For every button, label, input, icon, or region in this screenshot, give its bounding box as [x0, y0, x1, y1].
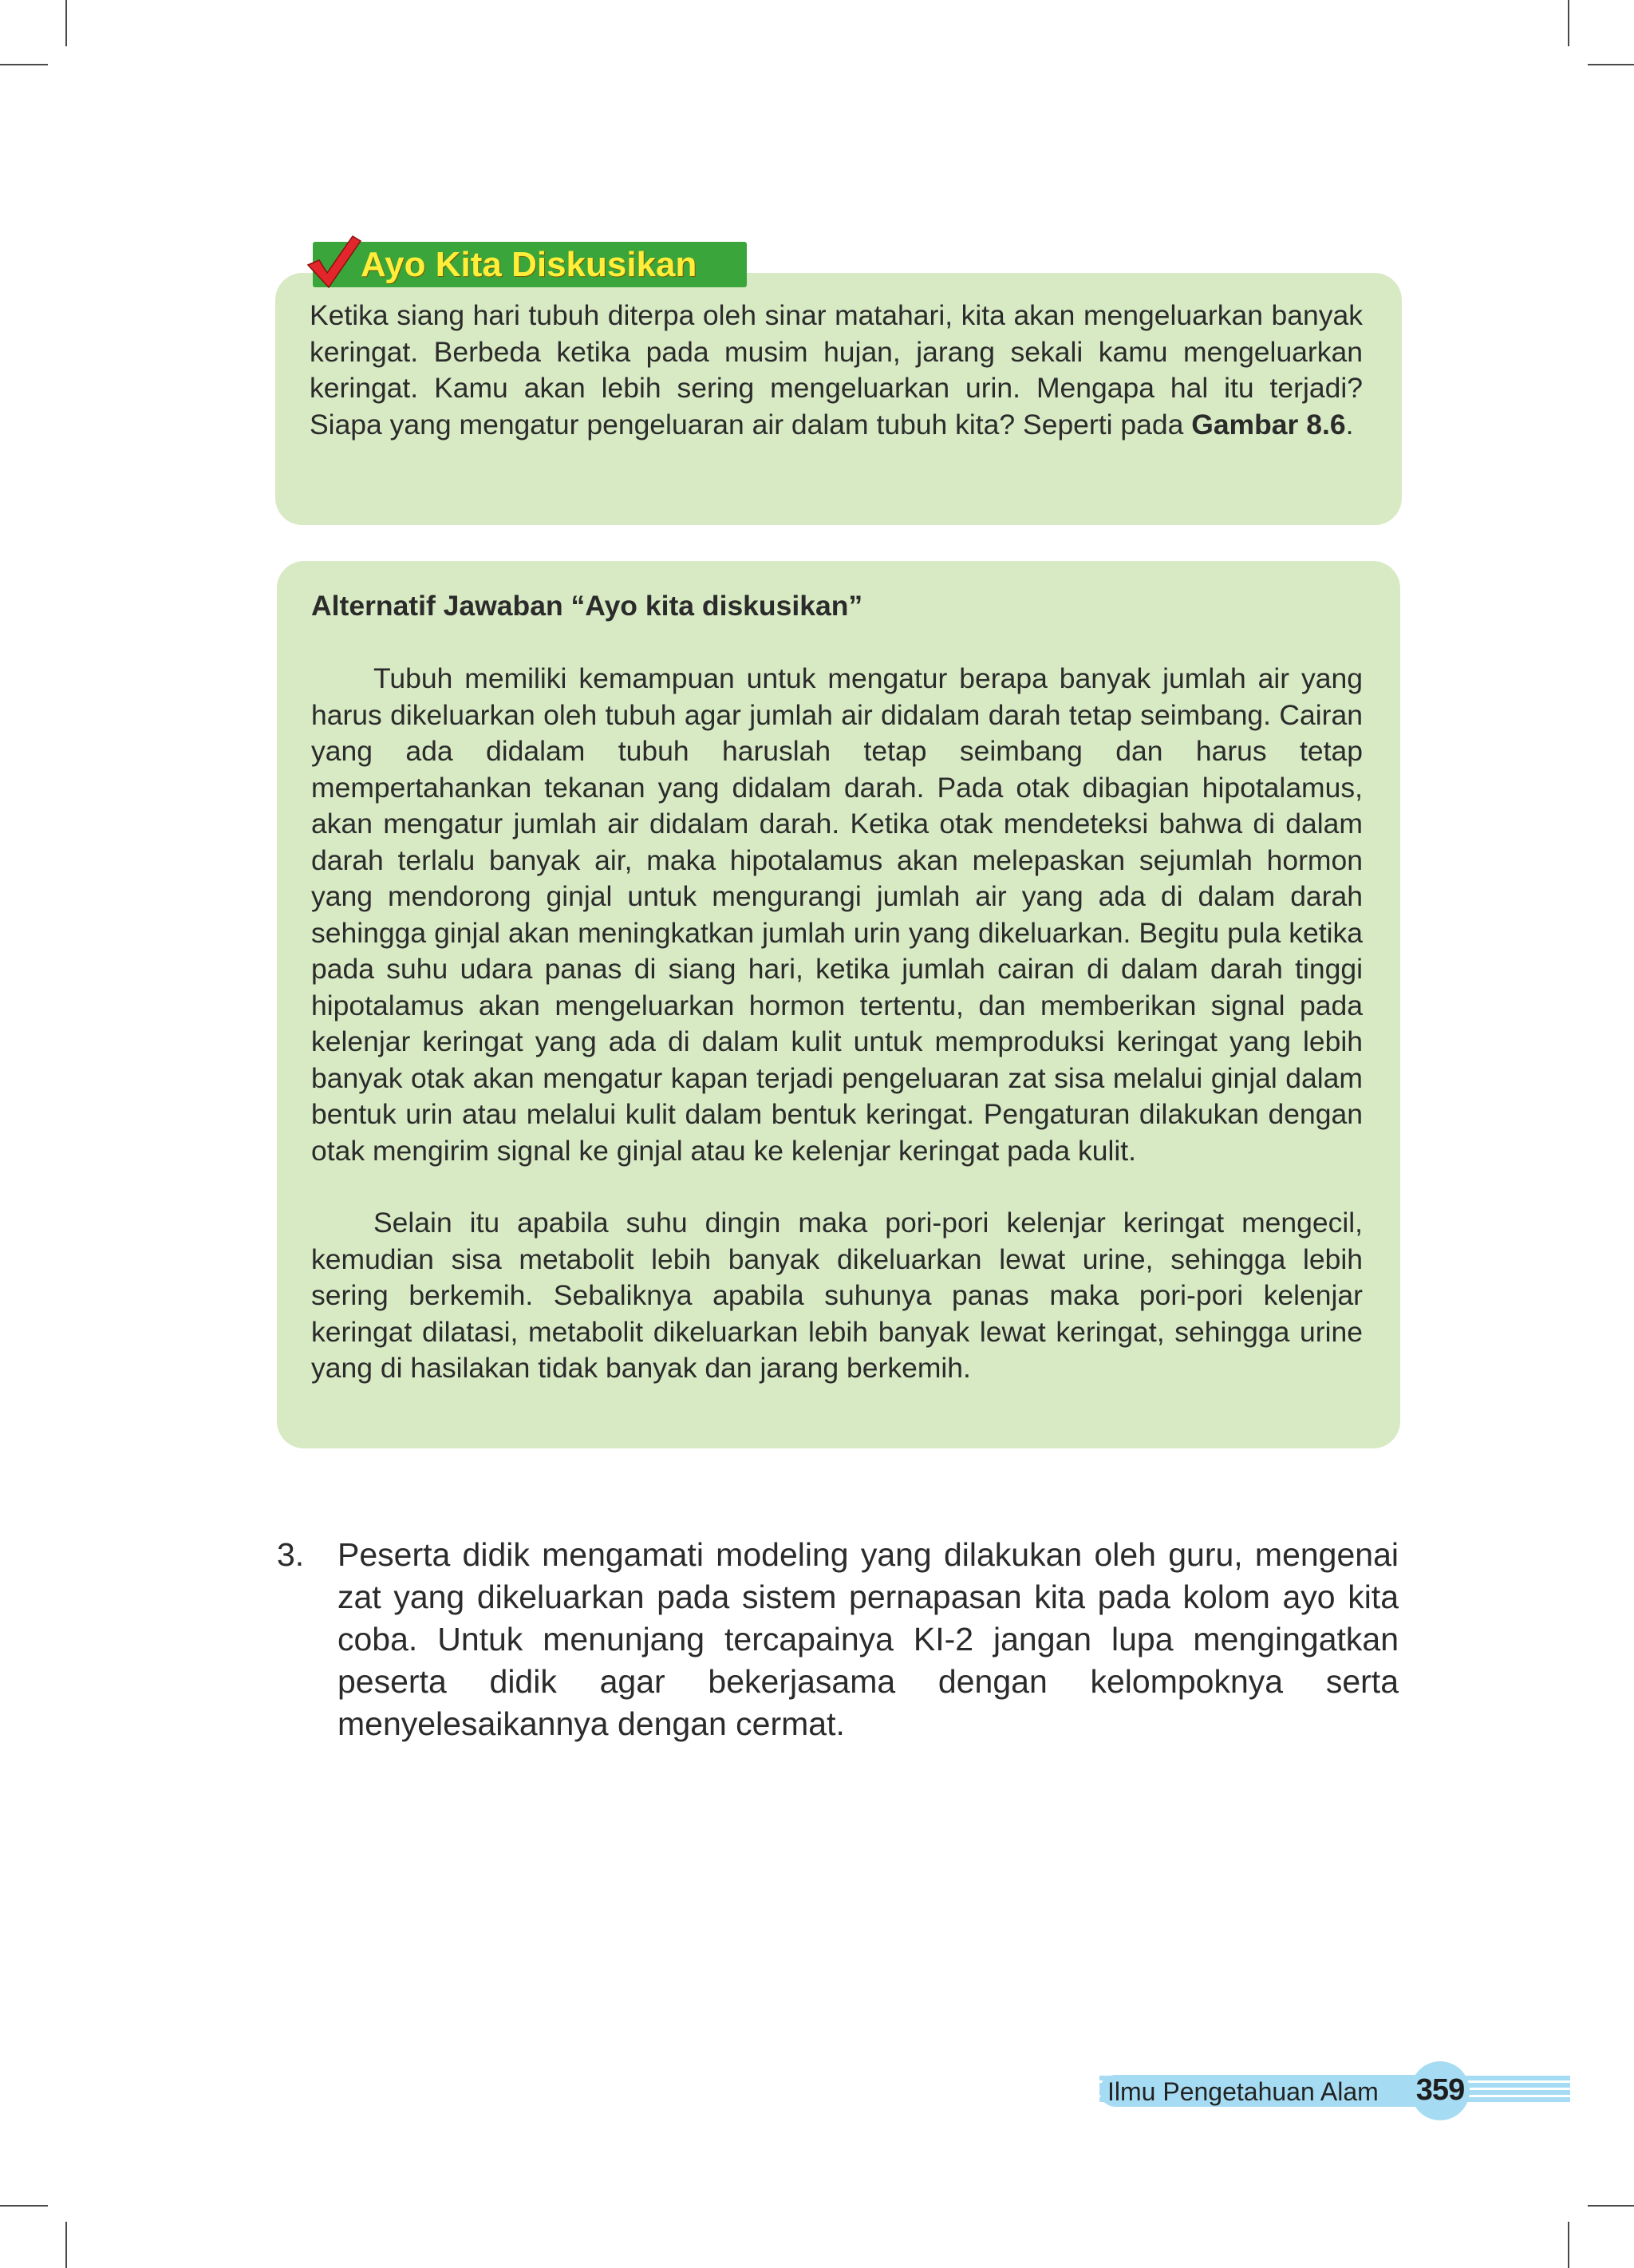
- figure-reference: Gambar 8.6: [1191, 408, 1346, 441]
- crop-mark: [1568, 0, 1569, 46]
- crop-mark: [65, 2222, 67, 2268]
- crop-mark: [1588, 2205, 1634, 2207]
- list-item-number: 3.: [277, 1536, 305, 1573]
- discussion-text-body: Ketika siang hari tubuh diterpa oleh sinar matahari, kita akan mengeluarkan banyak keringat. Berbeda ketika pada musim hujan, jarang sekali kamu mengeluarkan keringat. Kamu akan lebih sering mengeluarkan urin. Mengapa hal itu terjadi? Siapa yang mengatur pengeluaran air dalam tubuh kita? Seperti pada: [310, 299, 1363, 441]
- answer-heading: Alternatif Jawaban “Ayo kita diskusikan”: [311, 590, 863, 622]
- discussion-title: Ayo Kita Diskusikan: [361, 245, 697, 284]
- footer-subject: Ilmu Pengetahuan Alam: [1107, 2077, 1379, 2106]
- checkmark-icon: [305, 233, 362, 290]
- crop-mark: [0, 2205, 48, 2207]
- discussion-text: [310, 298, 1363, 443]
- crop-mark: [1588, 64, 1634, 65]
- footer-subject-label: [1099, 2075, 1435, 2107]
- answer-paragraph: Tubuh memiliki kemampuan untuk mengatur berapa banyak jumlah air yang harus dikeluarkan oleh tubuh agar jumlah air didalam darah tetap seimbang. Cairan yang ada didalam tubuh haruslah tetap seimbang dan harus tetap mempertahankan tekanan yang didalam darah. Pada otak dibagian hipotalamus, akan mengatur jumlah air didalam darah. Ketika otak mendeteksi bahwa di dalam darah terlalu banyak air, maka hipotalamus akan melepaskan sejumlah hormon yang mendorong ginjal untuk mengurangi jumlah air yang ada di dalam darah sehingga ginjal akan meningkatkan jumlah urin yang dikeluarkan. Begitu pula ketika pada suhu udara panas di siang hari, ketika jumlah cairan di dalam darah tinggi hipotalamus akan mengeluarkan hormon tertentu, dan memberikan signal pada kelenjar keringat yang ada di dalam kulit untuk memproduksi keringat yang lebih banyak otak akan mengatur kapan terjadi pengeluaran zat sisa melalui ginjal dalam bentuk urin atau melalui kulit dalam bentuk keringat. Pengaturan dilakukan dengan otak mengirim signal ke ginjal atau ke kelenjar keringat pada kulit.: [311, 662, 1363, 1167]
- discussion-text-end: .: [1345, 408, 1354, 441]
- crop-mark: [0, 64, 48, 65]
- page-number-badge: [1411, 2061, 1470, 2120]
- crop-mark: [65, 0, 67, 46]
- crop-mark: [1568, 2222, 1569, 2268]
- answer-paragraph: Selain itu apabila suhu dingin maka pori-pori kelenjar keringat mengecil, kemudian sisa metabolit lebih banyak dikeluarkan lewat urine, sehingga lebih sering berkemih. Sebaliknya apabila suhunya panas maka pori-pori kelenjar keringat dilatasi, metabolit dikeluarkan lebih banyak lewat keringat, sehingga urine yang di hasilakan tidak banyak dan jarang berkemih.: [311, 1207, 1363, 1384]
- page-number: 359: [1415, 2073, 1465, 2107]
- list-item-text: Peserta didik mengamati modeling yang dilakukan oleh guru, mengenai zat yang dikeluarkan pada sistem pernapasan kita pada kolom ayo kita coba. Untuk menunjang tercapainya KI-2 jangan lupa mengingatkan peserta didik agar bekerjasama dengan kelompoknya serta menyelesaikannya dengan cermat.: [337, 1536, 1399, 1742]
- discussion-title-tag: [313, 242, 747, 287]
